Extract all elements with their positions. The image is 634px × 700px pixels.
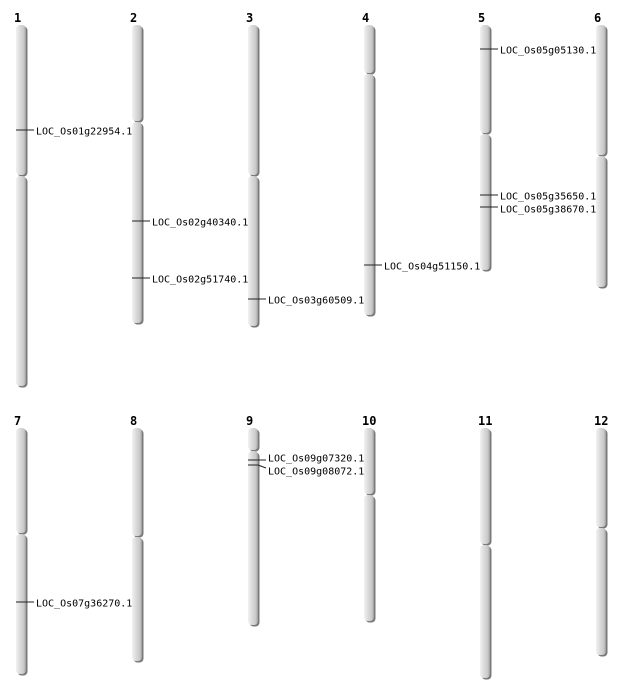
chromosome-10-arm-2 [364, 495, 374, 621]
chromosome-10-arm-1 [364, 428, 374, 494]
chromosome-4-number: 4 [362, 11, 370, 25]
gene-label: LOC_Os01g22954.1 [36, 126, 133, 138]
gene-label: LOC_Os05g05130.1 [500, 45, 597, 57]
gene-marker [248, 296, 364, 307]
chromosome-5-arm-1 [480, 25, 490, 133]
gene-marker [16, 599, 132, 610]
chromosome-12 [594, 414, 608, 657]
gene-marker [132, 218, 248, 229]
chromosome-8 [130, 414, 144, 663]
chromosome-8-number: 8 [130, 414, 138, 428]
chromosome-6-arm-1 [596, 25, 606, 155]
gene-label: LOC_Os03g60509.1 [268, 295, 365, 307]
chromosome-12-number: 12 [594, 414, 609, 428]
gene-marker [480, 46, 596, 57]
gene-label: LOC_Os09g07320.1 [268, 453, 365, 465]
chromosome-4-arm-2 [364, 74, 374, 315]
chromosome-9-number: 9 [246, 414, 254, 428]
chromosome-7-number: 7 [14, 414, 22, 428]
gene-label: LOC_Os05g35650.1 [500, 191, 597, 203]
chromosome-5-number: 5 [478, 11, 486, 25]
gene-label: LOC_Os04g51150.1 [384, 261, 481, 273]
gene-marker [16, 127, 132, 138]
chromosome-9-arm-2 [248, 451, 258, 625]
chromosome-1 [14, 11, 28, 388]
chromosome-11-arm-2 [480, 545, 490, 678]
chromosome-6-arm-2 [596, 156, 606, 287]
gene-label: LOC_Os07g36270.1 [36, 598, 133, 610]
chromosome-9 [246, 414, 260, 627]
chromosome-9-arm-1 [248, 428, 258, 450]
chromosome-1-arm-2 [16, 176, 26, 386]
chromosome-10-number: 10 [362, 414, 377, 428]
chromosome-2-arm-2 [132, 122, 142, 323]
chromosome-5-arm-2 [480, 134, 490, 270]
chromosome-2-arm-1 [132, 25, 142, 121]
chromosome-8-arm-2 [132, 537, 142, 661]
chromosome-12-arm-1 [596, 428, 606, 527]
chromosome-11 [478, 414, 492, 680]
chromosome-4 [362, 11, 376, 317]
chromosome-8-arm-1 [132, 428, 142, 536]
chromosome-3-arm-1 [248, 25, 258, 175]
chromosome-3-arm-2 [248, 176, 258, 326]
chromosome-5 [478, 11, 492, 272]
gene-marker [248, 454, 364, 465]
chromosome-11-number: 11 [478, 414, 493, 428]
gene-label: LOC_Os09g08072.1 [268, 466, 365, 478]
chromosome-12-arm-2 [596, 528, 606, 655]
gene-label: LOC_Os02g40340.1 [152, 217, 249, 229]
gene-marker [132, 275, 248, 286]
gene-marker [480, 192, 596, 203]
chromosome-1-arm-1 [16, 25, 26, 175]
chromosome-1-number: 1 [14, 11, 22, 25]
chromosome-2-number: 2 [130, 11, 138, 25]
chromosome-10 [362, 414, 376, 623]
gene-marker [480, 205, 596, 216]
chromosome-6-number: 6 [594, 11, 602, 25]
gene-marker [248, 465, 364, 478]
chromosome-2 [130, 11, 144, 325]
chromosome-3-number: 3 [246, 11, 254, 25]
chromosome-7 [14, 414, 28, 676]
chromosome-7-arm-2 [16, 534, 26, 674]
gene-label: LOC_Os05g38670.1 [500, 204, 597, 216]
gene-label: LOC_Os02g51740.1 [152, 274, 249, 286]
chromosome-4-arm-1 [364, 25, 374, 73]
chromosome-7-arm-1 [16, 428, 26, 533]
chromosome-11-arm-1 [480, 428, 490, 544]
gene-marker [364, 262, 480, 273]
